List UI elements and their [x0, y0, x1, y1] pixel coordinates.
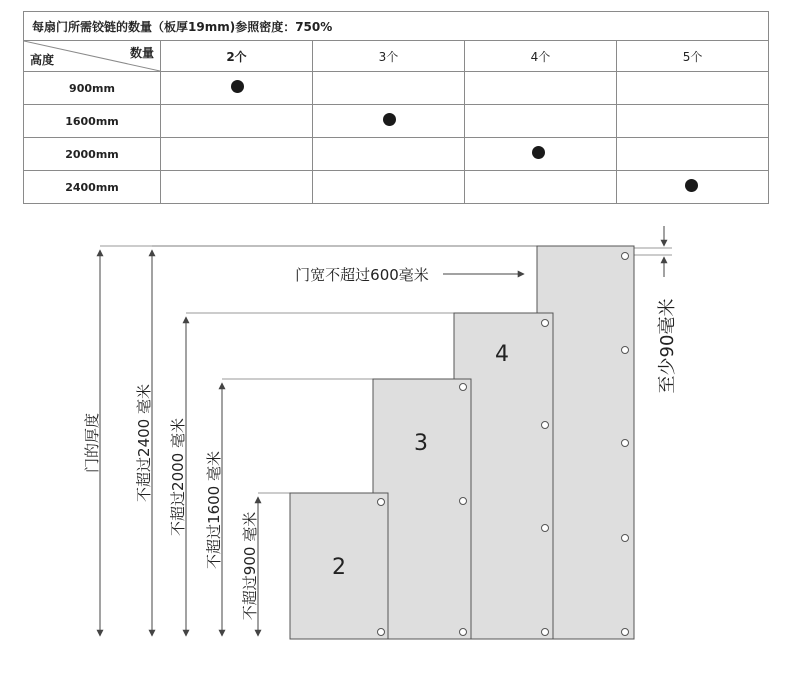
- column-header-5: 5个: [617, 41, 769, 72]
- column-header-3: 3个: [313, 41, 465, 72]
- row-header-2400mm: 2400mm: [24, 171, 161, 204]
- hinge-hole: [622, 253, 629, 260]
- hinge-hole: [622, 535, 629, 542]
- table-title: 每扇门所需铰链的数量（板厚19mm)参照密度：750%: [24, 12, 769, 41]
- hinge-hole: [622, 440, 629, 447]
- row-header-1600mm: 1600mm: [24, 105, 161, 138]
- corner-height-label: 高度: [30, 53, 55, 67]
- hinge-hole: [542, 525, 549, 532]
- hinge-hole: [460, 498, 467, 505]
- edge-gap-label: 至少90毫米: [657, 298, 678, 394]
- door-width-label: 门宽不超过600毫米: [295, 266, 429, 284]
- corner-quantity-label: 数量: [129, 46, 154, 60]
- hinge-hole: [542, 320, 549, 327]
- row-header-900mm: 900mm: [24, 72, 161, 105]
- panel-label-2: 2: [332, 555, 346, 580]
- hinge-hole: [460, 384, 467, 391]
- hinge-hole: [460, 629, 467, 636]
- panel-label-3: 3: [414, 431, 428, 456]
- column-header-4: 4个: [465, 41, 617, 72]
- height-label-900: 不超过900 毫米: [241, 511, 259, 621]
- height-label-2400: 不超过2400 毫米: [135, 384, 153, 502]
- column-header-2: 2个: [161, 41, 313, 72]
- thickness-label: 门的厚度: [83, 412, 101, 474]
- hinge-hole: [378, 629, 385, 636]
- hinge-hole: [622, 347, 629, 354]
- hinge-hole: [542, 629, 549, 636]
- hinge-hole: [378, 499, 385, 506]
- door-panels: [290, 246, 634, 639]
- row-header-2000mm: 2000mm: [24, 138, 161, 171]
- height-label-1600: 不超过1600 毫米: [205, 451, 223, 569]
- panel-label-4: 4: [495, 342, 509, 367]
- hinge-hole: [542, 422, 549, 429]
- height-label-2000: 不超过2000 毫米: [169, 418, 187, 536]
- hinge-hole: [622, 629, 629, 636]
